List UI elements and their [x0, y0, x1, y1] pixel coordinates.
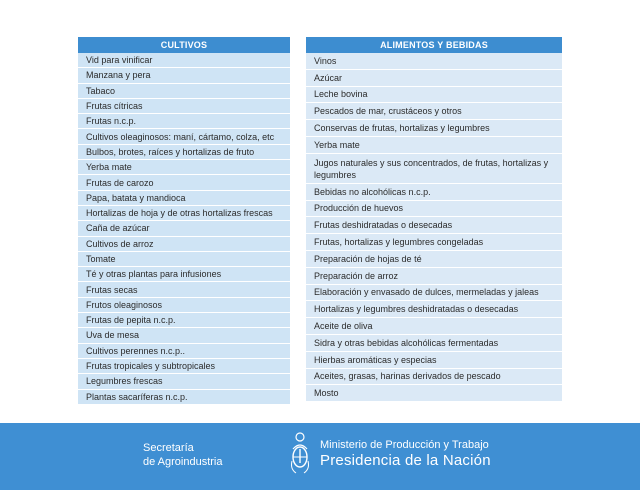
- alimentos-row: [306, 318, 562, 335]
- cultivos-row: [78, 129, 290, 144]
- cultivos-row: [78, 175, 290, 190]
- cultivos-row-label: Cultivos perennes n.c.p..: [86, 345, 186, 356]
- cultivos-header: CULTIVOS: [78, 37, 290, 53]
- alimentos-row-label: Mosto: [314, 388, 339, 399]
- alimentos-row-label: Vinos: [314, 55, 337, 66]
- cultivos-row-label: Papa, batata y mandioca: [86, 192, 186, 203]
- alimentos-row: [306, 251, 562, 268]
- alimentos-row-label: Hierbas aromáticas y especias: [314, 354, 437, 365]
- cultivos-row-label: Frutas tropicales y subtropicales: [86, 361, 216, 372]
- alimentos-row-label: Bebidas no alcohólicas n.c.p.: [314, 186, 431, 197]
- cultivos-row-label: Frutas n.c.p.: [86, 116, 137, 127]
- alimentos-row-label: Leche bovina: [314, 89, 368, 100]
- alimentos-row: [306, 301, 562, 318]
- cultivos-row: [78, 84, 290, 99]
- cultivos-row-label: Frutas de carozo: [86, 177, 154, 188]
- alimentos-row: [306, 87, 562, 104]
- alimentos-row-label: Conservas de frutas, hortalizas y legumbres: [314, 123, 490, 134]
- alimentos-row-label: Azúcar: [314, 72, 343, 83]
- alimentos-row: [306, 154, 562, 184]
- cultivos-row: [78, 191, 290, 206]
- cultivos-row: [78, 252, 290, 267]
- cultivos-row: [78, 237, 290, 252]
- cultivos-row-label: Té y otras plantas para infusiones: [86, 269, 222, 280]
- alimentos-row: [306, 268, 562, 285]
- alimentos-row: [306, 184, 562, 201]
- cultivos-row-label: Bulbos, brotes, raíces y hortalizas de fruto: [86, 146, 255, 157]
- cultivos-row: [78, 221, 290, 236]
- ministerio-block: [320, 439, 491, 470]
- alimentos-row: [306, 217, 562, 234]
- cultivos-row: [78, 390, 290, 405]
- alimentos-row-label: Frutas, hortalizas y legumbres congeladas: [314, 237, 484, 248]
- cultivos-row-label: Plantas sacaríferas n.c.p.: [86, 391, 188, 402]
- alimentos-row-label: Aceites, grasas, harinas derivados de pescado: [314, 371, 501, 382]
- cultivos-row: [78, 282, 290, 297]
- cultivos-row: [78, 267, 290, 282]
- argentina-coat-of-arms-icon: [289, 431, 311, 477]
- alimentos-row: [306, 70, 562, 87]
- alimentos-row: [306, 335, 562, 352]
- cultivos-row-label: Cultivos de arroz: [86, 238, 154, 249]
- presidencia-label: Presidencia de la Nación: [320, 452, 491, 469]
- cultivos-row-label: Frutas de pepita n.c.p.: [86, 315, 176, 326]
- cultivos-row: [78, 313, 290, 328]
- alimentos-row-label: Preparación de arroz: [314, 270, 399, 281]
- cultivos-row-label: Manzana y pera: [86, 70, 151, 81]
- cultivos-row-label: Vid para vinificar: [86, 55, 153, 66]
- alimentos-row: [306, 120, 562, 137]
- alimentos-row: [306, 103, 562, 120]
- cultivos-row-label: Frutas cítricas: [86, 101, 143, 112]
- cultivos-row: [78, 160, 290, 175]
- alimentos-row-label: Producción de huevos: [314, 203, 404, 214]
- cultivos-row-label: Tabaco: [86, 85, 116, 96]
- alimentos-row-label: Frutas deshidratadas o desecadas: [314, 220, 453, 231]
- alimentos-row: [306, 369, 562, 386]
- cultivos-row-label: Hortalizas de hoja y de otras hortalizas frescas: [86, 208, 273, 219]
- alimentos-rows: [306, 53, 562, 402]
- cultivos-row-label: Uva de mesa: [86, 330, 140, 341]
- secretaria-label: [143, 441, 223, 469]
- alimentos-row-label: Hortalizas y legumbres deshidratadas o desecadas: [314, 304, 519, 315]
- cultivos-table: [78, 37, 290, 405]
- cultivos-row-label: Frutas secas: [86, 284, 138, 295]
- cultivos-row-label: Cultivos oleaginosos: maní, cártamo, colza, etc: [86, 131, 275, 142]
- alimentos-row: [306, 201, 562, 218]
- cultivos-row: [78, 99, 290, 114]
- alimentos-row: [306, 137, 562, 154]
- secretaria-line-2: de Agroindustria: [143, 456, 223, 468]
- alimentos-row: [306, 385, 562, 402]
- cultivos-row: [78, 53, 290, 68]
- alimentos-header: ALIMENTOS Y BEBIDAS: [306, 37, 562, 53]
- cultivos-row-label: Legumbres frescas: [86, 376, 163, 387]
- alimentos-row-label: Preparación de hojas de té: [314, 253, 422, 264]
- alimentos-row: [306, 352, 562, 369]
- footer-bar: [0, 423, 640, 490]
- alimentos-row-label: Elaboración y envasado de dulces, mermeladas y jaleas: [314, 287, 539, 298]
- secretaria-line-1: Secretaría: [143, 442, 194, 454]
- cultivos-row: [78, 298, 290, 313]
- alimentos-row: [306, 234, 562, 251]
- alimentos-row-label: Pescados de mar, crustáceos y otros: [314, 106, 462, 117]
- alimentos-row-label: Jugos naturales y sus concentrados, de frutas, hortalizas y legumbres: [314, 157, 549, 180]
- alimentos-row: [306, 53, 562, 70]
- cultivos-rows: [78, 53, 290, 405]
- cultivos-row: [78, 344, 290, 359]
- alimentos-table: [306, 37, 562, 402]
- alimentos-row-label: Aceite de oliva: [314, 321, 373, 332]
- cultivos-row-label: Frutos oleaginosos: [86, 299, 163, 310]
- cultivos-row: [78, 68, 290, 83]
- alimentos-row: [306, 285, 562, 302]
- ministerio-label: Ministerio de Producción y Trabajo: [320, 439, 489, 451]
- cultivos-row-label: Yerba mate: [86, 162, 132, 173]
- cultivos-row: [78, 374, 290, 389]
- cultivos-row-label: Caña de azúcar: [86, 223, 150, 234]
- cultivos-row-label: Tomate: [86, 254, 116, 264]
- cultivos-row: [78, 206, 290, 221]
- alimentos-row-label: Sidra y otras bebidas alcohólicas fermentadas: [314, 337, 499, 348]
- cultivos-row: [78, 359, 290, 374]
- cultivos-row: [78, 145, 290, 160]
- cultivos-row: [78, 114, 290, 129]
- alimentos-row-label: Yerba mate: [314, 139, 360, 150]
- cultivos-row: [78, 328, 290, 343]
